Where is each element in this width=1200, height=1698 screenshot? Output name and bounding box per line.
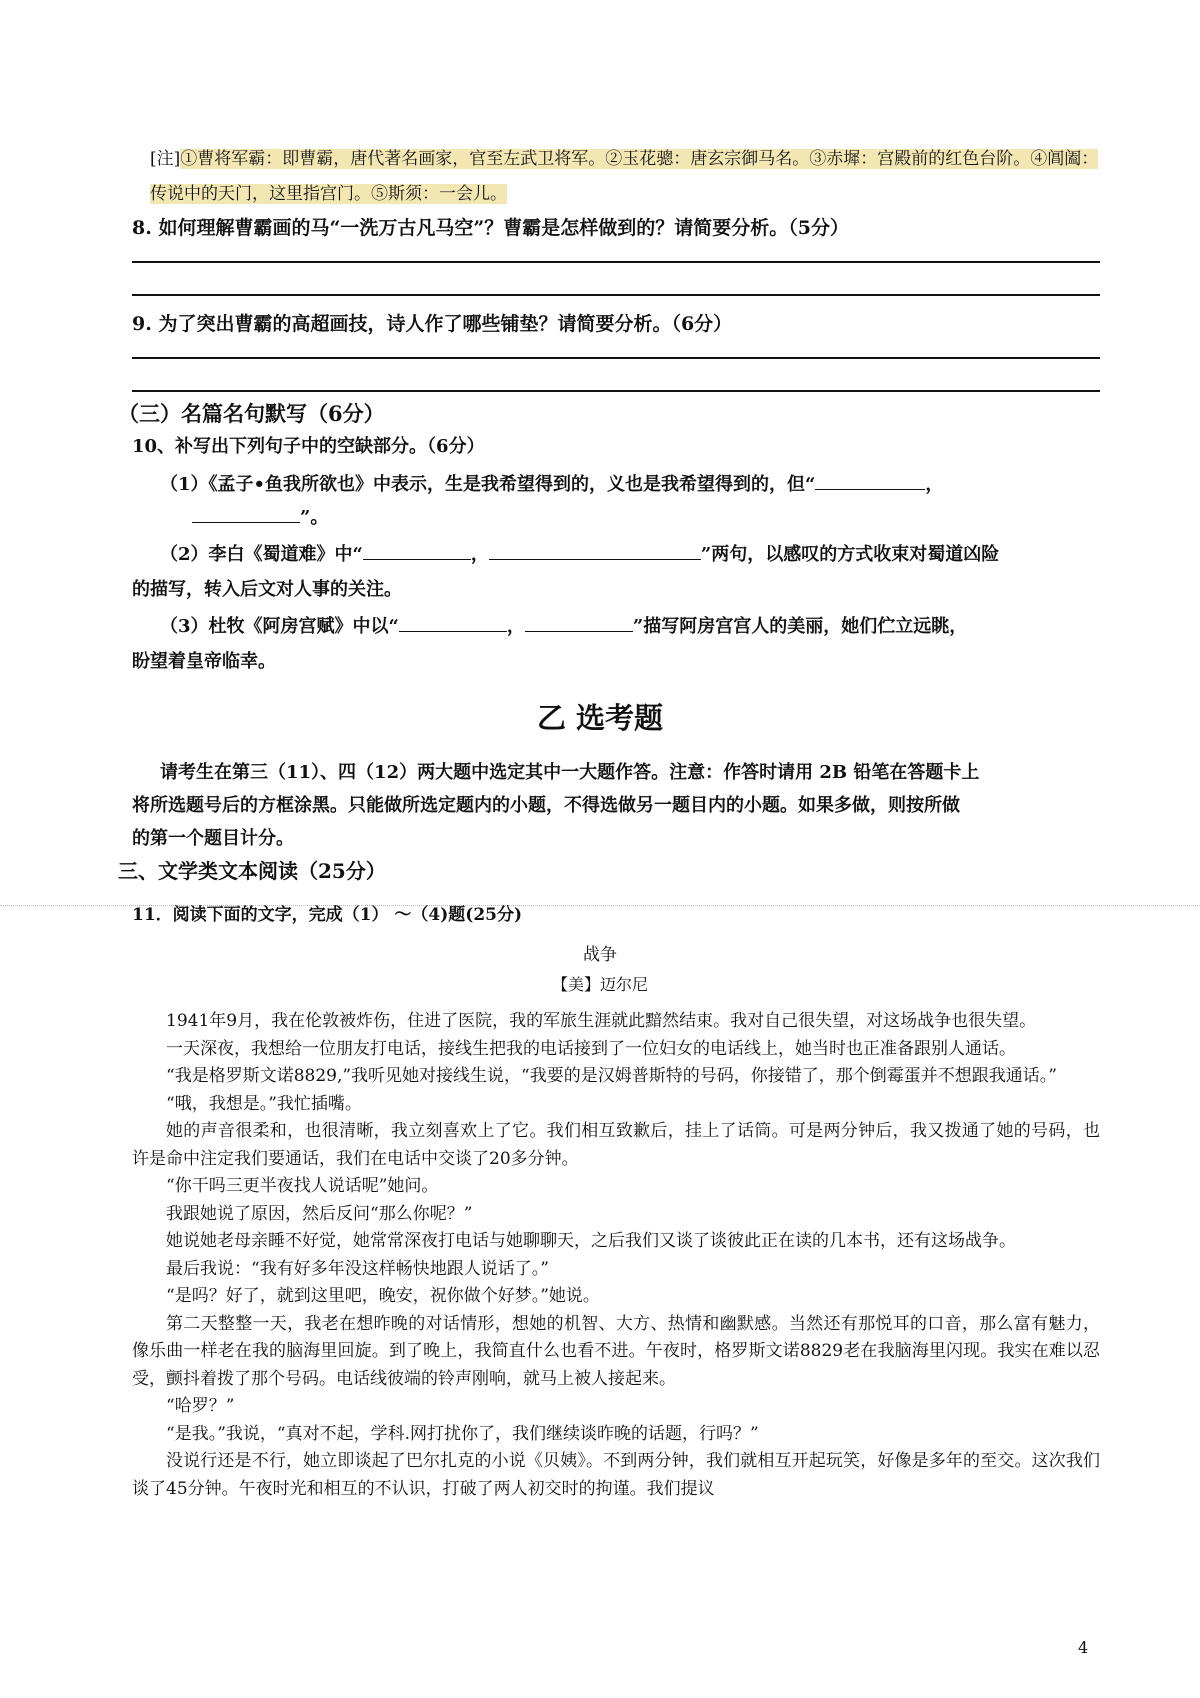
- footnote: [150, 142, 1100, 212]
- story-paragraph: “哦，我想是。”我忙插嘴。: [166, 1093, 362, 1114]
- question-9: 9. 为了突出曹霸的高超画技，诗人作了哪些铺垫？请简要分析。（6分）: [132, 313, 733, 335]
- item-text: ”描写阿房宫宫人的美丽，她们伫立远眺，: [632, 616, 968, 637]
- section-title-famous-lines: （三）名篇名句默写（6分）: [118, 401, 385, 426]
- instruction-line: 请考生在第三（11）、四（12）两大题中选定其中一大题作答。注意：作答时请用 2B 铅笔在答题卡上: [160, 762, 980, 783]
- item-text: ，: [470, 544, 489, 565]
- story-paragraph: 她说她老母亲睡不好觉，她常常深夜打电话与她聊聊天，之后我们又谈了谈彼此正在读的几本书，还有这场战争。: [166, 1231, 1016, 1251]
- question-10-stem: 10、补写出下列句子中的空缺部分。（6分）: [132, 436, 485, 457]
- answer-line[interactable]: [132, 390, 1100, 392]
- question-11: 11．阅读下面的文字，完成（1） ～（4)题(25分): [132, 905, 523, 925]
- question-10-item-2-cont: 的描写，转入后文对人事的关注。: [132, 579, 402, 600]
- story-author: 【美】迈尔尼: [551, 975, 648, 994]
- instruction-line: 将所选题号后的方框涂黑。只能做所选定题内的小题，不得选做另一题目内的小题。如果多做，则按所做: [132, 795, 960, 816]
- story-paragraph: 她的声音很柔和，也很清晰，我立刻喜欢上了它。我们相互致歉后，挂上了话筒。可是两分钟后，我又拨通了她的号码，也许是命中注定我们要通话，我们在电话中交谈了20多分钟。: [132, 1121, 1100, 1169]
- fill-blank[interactable]: [489, 541, 701, 560]
- question-10-item-1: [160, 470, 1120, 496]
- fill-blank[interactable]: [525, 613, 633, 632]
- story-paragraph: “我是格罗斯文诺8829,”我听见她对接线生说，“我要的是汉姆普斯特的号码，你接错了，那个倒霉蛋并不想跟我通话。”: [166, 1066, 1057, 1086]
- item-text: （1）《孟子•鱼我所欲也》中表示，生是我希望得到的，义也是我希望得到的，但“: [160, 474, 816, 495]
- question-8: 8. 如何理解曹霸画的马“一洗万古凡马空”？曹霸是怎样做到的？请简要分析。（5分）: [132, 217, 850, 239]
- answer-line[interactable]: [132, 294, 1100, 296]
- fill-blank[interactable]: [363, 541, 471, 560]
- story-paragraph: “你干吗三更半夜找人说话呢”她问。: [166, 1176, 439, 1196]
- fill-blank[interactable]: [192, 504, 300, 523]
- fill-blank[interactable]: [399, 613, 507, 632]
- story-paragraph: 最后我说：“我有好多年没这样畅快地跟人说话了。”: [166, 1258, 549, 1279]
- footnote-prefix: [注]: [150, 149, 181, 169]
- section-title-literary-reading: 三、文学类文本阅读（25分）: [118, 859, 386, 883]
- answer-line[interactable]: [132, 261, 1100, 263]
- story-paragraph: 我跟她说了原因，然后反问“那么你呢？”: [166, 1203, 473, 1224]
- story-paragraph: 1941年9月，我在伦敦被炸伤，住进了医院，我的军旅生涯就此黯然结束。我对自己很失望，对这场战争也很失望。: [166, 1011, 1037, 1031]
- story-paragraph: 没说行还是不行，她立即谈起了巴尔扎克的小说《贝姨》。不到两分钟，我们就相互开起玩笑，好像是多年的至交。这次我们谈了45分钟。午夜时光和相互的不认识，打破了两人初交时的拘谨。我们提议: [132, 1451, 1100, 1499]
- question-10-item-3-cont: 盼望着皇帝临幸。: [132, 651, 276, 672]
- story-paragraph: “是吗？好了，就到这里吧，晚安，祝你做个好梦。”她说。: [166, 1286, 600, 1306]
- story-body: [132, 1008, 1100, 1503]
- question-10-item-3: [160, 612, 1120, 638]
- part-b-title: 乙 选考题: [536, 701, 664, 735]
- question-10-item-2: [160, 540, 1120, 566]
- fill-blank[interactable]: [815, 471, 925, 490]
- question-10-item-1-cont: [192, 503, 1152, 529]
- footnote-text: ①曹将军霸：即曹霸，唐代著名画家，官至左武卫将军。②玉花骢：唐玄宗御马名。③赤墀：宫殿前的红色台阶。④阊阖：传说中的天门，这里指宫门。⑤斯须：一会儿。: [150, 149, 1099, 204]
- page-number: 4: [1078, 1638, 1089, 1657]
- item-text: ”。: [300, 507, 329, 528]
- story-paragraph: 第二天整整一天，我老在想昨晚的对话情形，想她的机智、大方、热情和幽默感。当然还有那悦耳的口音，那么富有魅力，像乐曲一样老在我的脑海里回旋。到了晚上，我简直什么也看不进。午夜时，格罗斯文诺8829老在我脑海里闪现。我实在难以忍受，颤抖着拨了那个号码。电话线彼端的铃声刚响，就马上被人接起来。: [132, 1313, 1100, 1389]
- story-paragraph: “是我。”我说，“真对不起，学科.网打扰你了，我们继续谈昨晚的话题，行吗？”: [166, 1423, 759, 1444]
- instruction-line: 的第一个题目计分。: [132, 828, 294, 849]
- item-text: ，: [506, 616, 525, 637]
- item-text: （2）李白《蜀道难》中“: [160, 544, 363, 565]
- answer-line[interactable]: [132, 357, 1100, 359]
- story-paragraph: “哈罗？”: [166, 1396, 235, 1416]
- story-paragraph: 一天深夜，我想给一位朋友打电话，接线生把我的电话接到了一位妇女的电话线上，她当时也正准备跟别人通话。: [166, 1038, 1016, 1059]
- story-title: 战争: [583, 945, 617, 965]
- item-text: （3）杜牧《阿房宫赋》中以“: [160, 616, 399, 637]
- item-text: ，: [925, 474, 944, 495]
- item-text: ”两句，以感叹的方式收束对蜀道凶险: [700, 544, 1000, 565]
